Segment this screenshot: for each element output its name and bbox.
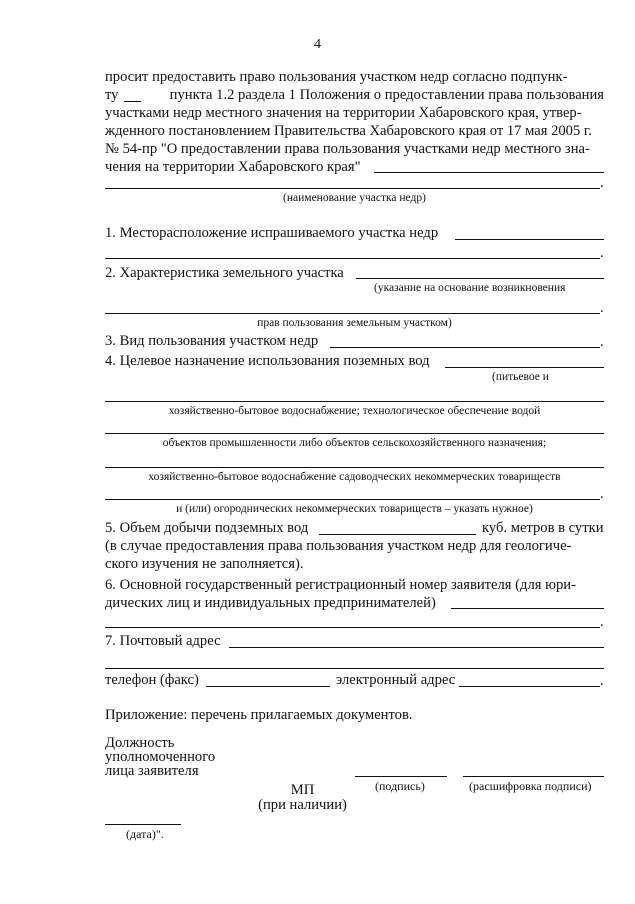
item-2-label: 2. Характеристика земельного участка: [105, 265, 344, 281]
decoding-caption: (расшифровка подписи): [469, 779, 592, 793]
subsoil-name-caption: (наименование участка недр): [283, 192, 426, 204]
item-6-blank-1[interactable]: [451, 608, 604, 609]
period: .: [600, 673, 604, 689]
item-4-blank-1[interactable]: [445, 367, 604, 368]
item-6-line-1: 6. Основной государственный регистрационный номер заявителя (для юри-: [105, 577, 576, 593]
item-5-label: 5. Объем добычи подземных вод: [105, 520, 309, 536]
intro-line-4: жденного постановлением Правительства Хабаровского края от 17 мая 2005 г.: [105, 123, 592, 139]
item-5-volume-blank[interactable]: [319, 534, 476, 535]
intro-line-2-end: пункта 1.2 раздела 1 Положения о предоставлении права пользования: [169, 87, 604, 103]
item-1-blank-1[interactable]: [455, 239, 604, 240]
item-2-blank-1[interactable]: [356, 278, 604, 279]
item-3-label: 3. Вид пользования участком недр: [105, 333, 319, 349]
item-6-blank-2[interactable]: [105, 627, 600, 628]
item-4-caption-5: и (или) огороднических некоммерческих товариществ – указать нужное): [176, 503, 533, 515]
email-blank[interactable]: [459, 686, 600, 687]
position-line-1: Должность: [105, 735, 175, 751]
item-2-caption-1: (указание на основание возникновения: [374, 282, 566, 294]
page-number: 4: [314, 37, 321, 52]
item-4-caption-1: (питьевое и: [492, 371, 549, 383]
item-4-blank-4[interactable]: [105, 467, 604, 468]
subitem-blank[interactable]: [124, 101, 141, 102]
signature-blank[interactable]: [355, 776, 447, 777]
attachment-text: Приложение: перечень прилагаемых документов.: [105, 707, 413, 723]
item-2-blank-2[interactable]: [105, 313, 600, 314]
intro-line-5: № 54-пр "О предоставлении права пользования участками недр местного зна-: [105, 141, 590, 157]
item-2-caption-2: прав пользования земельным участком): [257, 317, 452, 329]
period: .: [600, 300, 604, 316]
item-4-caption-2: хозяйственно-бытовое водоснабжение; технологическое обеспечение водой: [168, 405, 541, 417]
subsoil-name-blank-2[interactable]: [105, 188, 600, 189]
item-5-note-1: (в случае предоставления права пользования участком недр для геологиче-: [105, 538, 572, 554]
email-label: электронный адрес: [336, 672, 456, 688]
phone-label: телефон (факс): [105, 672, 199, 688]
stamp-label: МП: [290, 782, 315, 798]
intro-line-2-start: ту: [105, 87, 119, 103]
item-5-unit: куб. метров в сутки: [482, 520, 604, 536]
item-3-blank[interactable]: [330, 347, 600, 348]
intro-line-6: чения на территории Хабаровского края": [105, 159, 361, 175]
phone-blank[interactable]: [206, 686, 330, 687]
position-line-2: уполномоченного: [105, 749, 216, 765]
item-4-blank-2[interactable]: [105, 401, 604, 402]
period: .: [600, 614, 604, 630]
item-4-caption-3: объектов промышленности либо объектов сельскохозяйственного назначения;: [162, 437, 547, 449]
stamp-note: (при наличии): [258, 797, 347, 813]
date-blank[interactable]: [105, 824, 181, 825]
signature-caption: (подпись): [375, 779, 425, 793]
item-4-label: 4. Целевое назначение использования поземных вод: [105, 353, 430, 369]
item-1-label: 1. Месторасположение испрашиваемого участка недр: [105, 225, 439, 241]
date-caption: (дата)".: [126, 827, 164, 841]
item-4-caption-4: хозяйственно-бытовое водоснабжение садоводческих некоммерческих товариществ: [148, 471, 561, 483]
item-4-blank-5[interactable]: [105, 499, 600, 500]
item-5-note-2: ского изучения не заполняется).: [105, 556, 304, 572]
item-1-blank-2[interactable]: [105, 258, 600, 259]
item-7-label: 7. Почтовый адрес: [105, 633, 221, 649]
decoding-blank[interactable]: [463, 776, 604, 777]
period: .: [600, 486, 604, 502]
item-4-blank-3[interactable]: [105, 433, 604, 434]
period: .: [600, 334, 604, 350]
intro-line-1: просит предоставить право пользования участком недр согласно подпунк-: [105, 69, 568, 85]
subsoil-name-blank-1[interactable]: [374, 172, 604, 173]
intro-line-3: участками недр местного значения на территории Хабаровского края, утвер-: [105, 105, 582, 121]
period: .: [600, 245, 604, 261]
item-6-line-2: дических лиц и индивидуальных предпринимателей): [105, 595, 436, 611]
postal-address-blank-1[interactable]: [229, 647, 604, 648]
position-line-3: лица заявителя: [105, 763, 199, 779]
period: .: [600, 175, 604, 191]
postal-address-blank-2[interactable]: [105, 668, 604, 669]
